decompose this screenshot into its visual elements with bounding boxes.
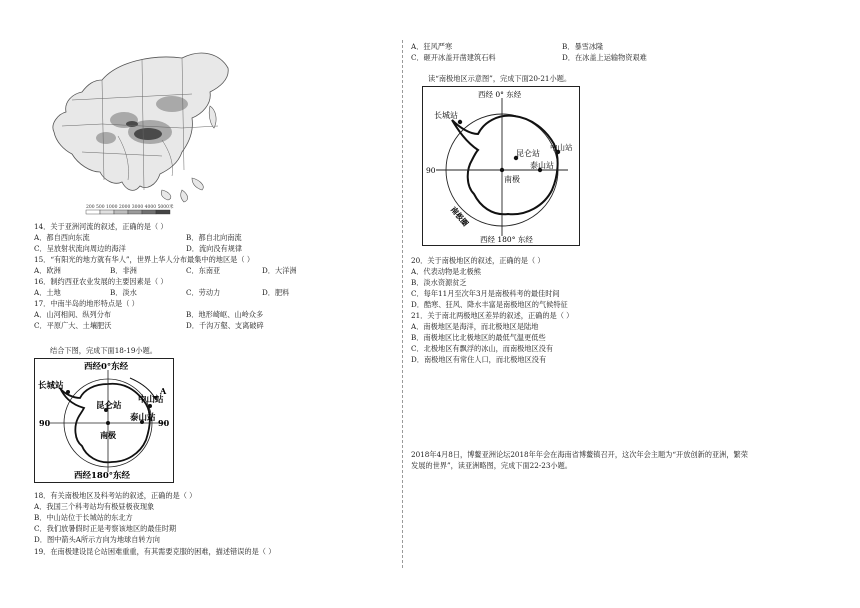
q17-option-a: A．山河相间、纵列分布 [34, 310, 112, 319]
intro-22-23-line1: 2018年4月8日，博鳌亚洲论坛2018年年会在海南省博鳌镇召开，这次年会主题为“开放创新的亚洲，繁荣 [411, 450, 748, 459]
q14-option-c: C．呈放射状流向周边的海洋 [34, 244, 126, 253]
fig-left-kunlun-label: 昆仑站 [96, 401, 122, 411]
fig-left-left-degree: 90 [39, 418, 51, 428]
q15-option-c: C．东南亚 [186, 266, 221, 275]
fig-right-kunlun-label: 昆仑站 [516, 149, 540, 158]
q19-option-c: C．砸开冰盖开凿建筑石料 [411, 53, 496, 62]
south-pole-marker-right [500, 168, 504, 172]
q14-stem: 14．关于亚洲河流的叙述，正确的是（ ） [34, 222, 168, 231]
q18-stem: 18．有关南极地区及科考站的叙述，正确的是（ ） [34, 491, 197, 500]
q18-option-a: A．我国三个科考站均有极昼极夜现象 [34, 502, 155, 511]
fig-left-changcheng-label: 长城站 [38, 381, 64, 391]
antarctica-figure-left [34, 358, 174, 487]
south-pole-marker-left [106, 421, 110, 425]
q20-option-a: A．代表动物是北极熊 [411, 267, 481, 276]
fig-right-top-label: 西经 0° 东经 [478, 90, 522, 99]
fig-left-arrow-label: A [160, 386, 167, 396]
q21-option-c: C．北极地区有飘浮的冰山，而南极地区没有 [411, 344, 554, 353]
q17-option-c: C．平原广大、土壤肥沃 [34, 321, 112, 330]
fig-right-bottom-label: 西经 180° 东经 [480, 235, 533, 244]
fig-left-pole-label: 南极 [100, 430, 116, 440]
q20-stem: 20．关于南极地区的叙述，正确的是（ ） [411, 256, 545, 265]
q15-stem: 15．“有阳光的地方就有华人”，世界上华人分布最集中的地区是（ ） [34, 255, 255, 264]
intro-18-19: 结合下图，完成下面18-19小题。 [50, 346, 157, 355]
q21-stem: 21．关于南北两极地区差异的叙述，正确的是（ ） [411, 311, 574, 320]
intro-22-23-line2: 发展的世界”，读亚洲略图，完成下面22-23小题。 [411, 461, 572, 470]
q19-option-b: B．暴雪冰隆 [562, 42, 604, 51]
q17-option-b: B．地形崎岖、山岭众多 [186, 310, 264, 319]
changcheng-station-marker-left [66, 390, 70, 394]
map-legend-values: 200 500 1000 2000 3000 4000 5000米 [86, 205, 174, 210]
fig-right-zhongshan-label: 中山站 [550, 143, 573, 152]
asia-map [42, 40, 232, 220]
q19-stem: 19．在南极建设昆仑站困难重重，有其需要克服的困难，描述错误的是（ ） [34, 547, 276, 556]
intro-20-21: 读“南极地区示意图”，完成下面20-21小题。 [428, 74, 572, 83]
q14-option-a: A．都自西向东流 [34, 233, 90, 242]
fig-left-taishan-label: 泰山站 [130, 413, 156, 423]
q19-option-a: A．狂风严寒 [411, 42, 453, 51]
fig-right-changcheng-label: 长城站 [434, 111, 458, 120]
q16-option-c: C．劳动力 [186, 288, 221, 297]
q15-option-d: D．大洋洲 [262, 266, 297, 275]
fig-right-pole-label: 南极 [504, 175, 520, 184]
column-divider [402, 40, 403, 568]
q16-option-d: D．肥料 [262, 288, 290, 297]
q20-option-d: D．酷寒、狂风、降水丰富是南极地区的气候特征 [411, 300, 568, 309]
q20-option-b: B．淡水资源贫乏 [411, 278, 467, 287]
q16-stem: 16．制约西亚农业发展的主要因素是（ ） [34, 277, 168, 286]
fig-right-left-degree: 90 [426, 166, 436, 175]
q16-option-a: A．土地 [34, 288, 61, 297]
q19-option-d: D．在冰盖上运输物资艰难 [562, 53, 647, 62]
fig-right-circle-label: 南极圈 [448, 205, 471, 229]
q15-option-b: B．非洲 [110, 266, 137, 275]
q21-option-b: B．南极地区比北极地区的最低气温更低些 [411, 333, 546, 342]
fig-left-bottom-label: 西经180°东经 [74, 471, 130, 481]
q21-option-a: A．南极地区是海洋，而北极地区是陆地 [411, 322, 539, 331]
q14-option-d: D．流向没有规律 [186, 244, 243, 253]
antarctica-figure-right [422, 86, 580, 250]
q18-option-b: B．中山站位于长城站的东北方 [34, 513, 133, 522]
q20-option-c: C．每年11月至次年3月是南极科考的最佳时间 [411, 289, 560, 298]
fig-right-taishan-label: 泰山站 [530, 161, 554, 170]
q17-stem: 17．中南半岛的地形特点是（ ） [34, 299, 139, 308]
fig-left-top-label: 西经0°东经 [84, 362, 129, 372]
fig-left-right-degree: 90 [158, 418, 170, 428]
changcheng-station-marker-right [458, 120, 462, 124]
q21-option-d: D．南极地区有常住人口，而北极地区没有 [411, 355, 547, 364]
q18-option-c: C．我们放暑假时正是考察该地区的最佳时期 [34, 524, 177, 533]
q16-option-b: B．淡水 [110, 288, 137, 297]
q18-option-d: D．图中箭头A所示方向为地球自转方向 [34, 535, 160, 544]
q15-option-a: A．欧洲 [34, 266, 61, 275]
q17-option-d: D．千沟万壑、支离破碎 [186, 321, 264, 330]
fig-left-zhongshan-label: 中山站 [138, 395, 164, 405]
q14-option-b: B．都自北向南流 [186, 233, 242, 242]
